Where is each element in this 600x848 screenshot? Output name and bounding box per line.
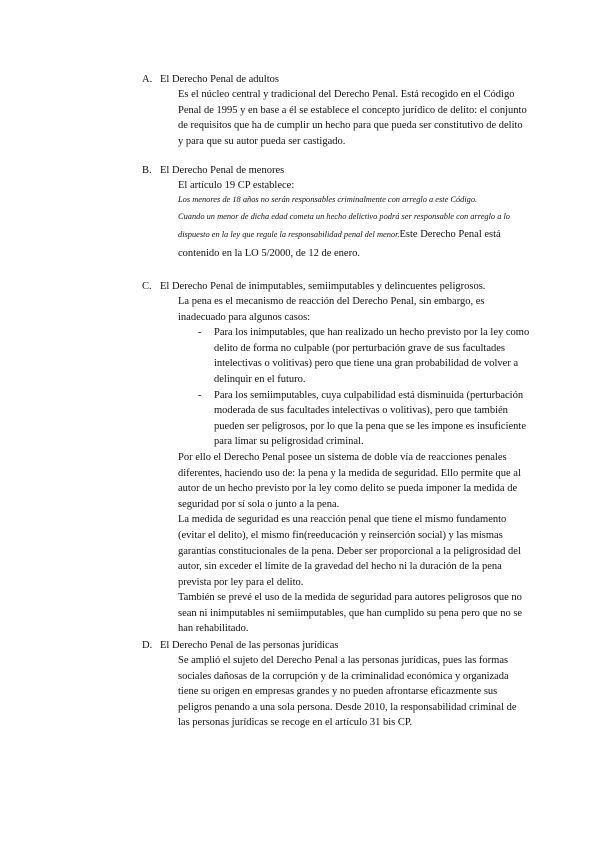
section-a-letter: A.	[142, 74, 153, 85]
section-b	[142, 163, 530, 261]
section-d-letter: D.	[142, 640, 153, 651]
section-b-quote-2: Cuando un menor de dicha edad cometa un hecho delictivo podrá ser responsable con arreglo a lo dispuesto en la ley que regule la responsabilidad penal del menor.	[178, 212, 510, 240]
section-b-tail: Este Derecho Penal está contenido en la LO 5/2000, de 12 de enero.	[178, 229, 501, 259]
section-c-paragraph-2: La medida de seguridad es una reacción penal que tiene el mismo fundamento (evitar el delito), el mismo fin(reeducación y reinserción social) y las mismas garantías constitucionales de la pena. Deber ser proporcional a la peligrosidad del autor, sin exceder el límite de la gravedad del hecho ni la duración de la pena prevista por ley para el delito.	[178, 514, 521, 588]
section-c-bullet-2	[160, 388, 530, 450]
section-a-text: Es el núcleo central y tradicional del Derecho Penal. Está recogido en el Código Penal de 1995 y en base a él se establece el concepto jurídico de delito: el conjunto de requisitos que ha de cumplir un hecho para que pueda ser constitutivo de delito y para que su autor pueda ser castigado.	[178, 89, 527, 147]
section-c-bullet-1-text: Para los inimputables, que han realizado un hecho previsto por la ley como delito de forma no culpable (por perturbación grave de sus facultades intelectivas o volitivas) pero que tiene una gran probabilidad de volver a delinquir en el futuro.	[214, 327, 530, 385]
section-c-intro: La pena es el mecanismo de reacción del Derecho Penal, sin embargo, es inadecuado para algunos casos:	[178, 296, 485, 323]
section-b-quote-1: Los menores de 18 años no serán responsables criminalmente con arreglo a este Código.	[178, 194, 478, 204]
bullet-dash: -	[198, 327, 202, 339]
section-c-heading: El Derecho Penal de inimputables, semiimputables y delincuentes peligrosos.	[160, 281, 486, 292]
section-a	[142, 72, 530, 149]
section-c-paragraph-1: Por ello el Derecho Penal posee un sistema de doble vía de reacciones penales diferentes, haciendo uso de: la pena y la medida de seguridad. Ello permite que al autor de un hecho previsto por la ley como delito se pueda imponer la medida de seguridad por sí sola o junto a la pena.	[178, 451, 521, 510]
section-d	[142, 638, 530, 731]
bullet-dash: -	[198, 389, 202, 401]
section-d-heading: El Derecho Penal de las personas jurídicas	[160, 640, 339, 651]
section-c-bullet-1	[160, 325, 530, 387]
section-d-text: Se amplió el sujeto del Derecho Penal a las personas jurídicas, pues las formas sociales dañosas de la corrupción y de la criminalidad económica y organizada tiene su origen en empresas grandes y no pueden afrontarse eficazmente sus peligros penando a una sola persona. Desde 2010, la responsabilidad criminal de las personas jurídicas se recoge en el artículo 31 bis CP.	[178, 655, 517, 729]
section-a-heading: El Derecho Penal de adultos	[160, 74, 279, 85]
section-c-letter: C.	[142, 281, 152, 292]
section-b-quote-2-paragraph	[160, 206, 530, 261]
section-b-heading: El Derecho Penal de menores	[160, 165, 285, 176]
section-c	[142, 279, 530, 637]
section-c-paragraph-3: También se prevé el uso de la medida de seguridad para autores peligrosos que no sean ni inimputables ni semiimputables, que han cumplido su pena pero que no se han rehabilitado.	[178, 592, 523, 635]
section-b-letter: B.	[142, 165, 152, 176]
section-c-bullet-2-text: Para los semiimputables, cuya culpabilidad está disminuida (perturbación moderada de sus facultades intelectivas o volitivas), pero que también pueden ser peligrosos, por lo que la pena que se les impone es insuficiente para limar su peligrosidad criminal.	[214, 389, 526, 448]
section-b-intro: El artículo 19 CP establece:	[178, 180, 295, 191]
